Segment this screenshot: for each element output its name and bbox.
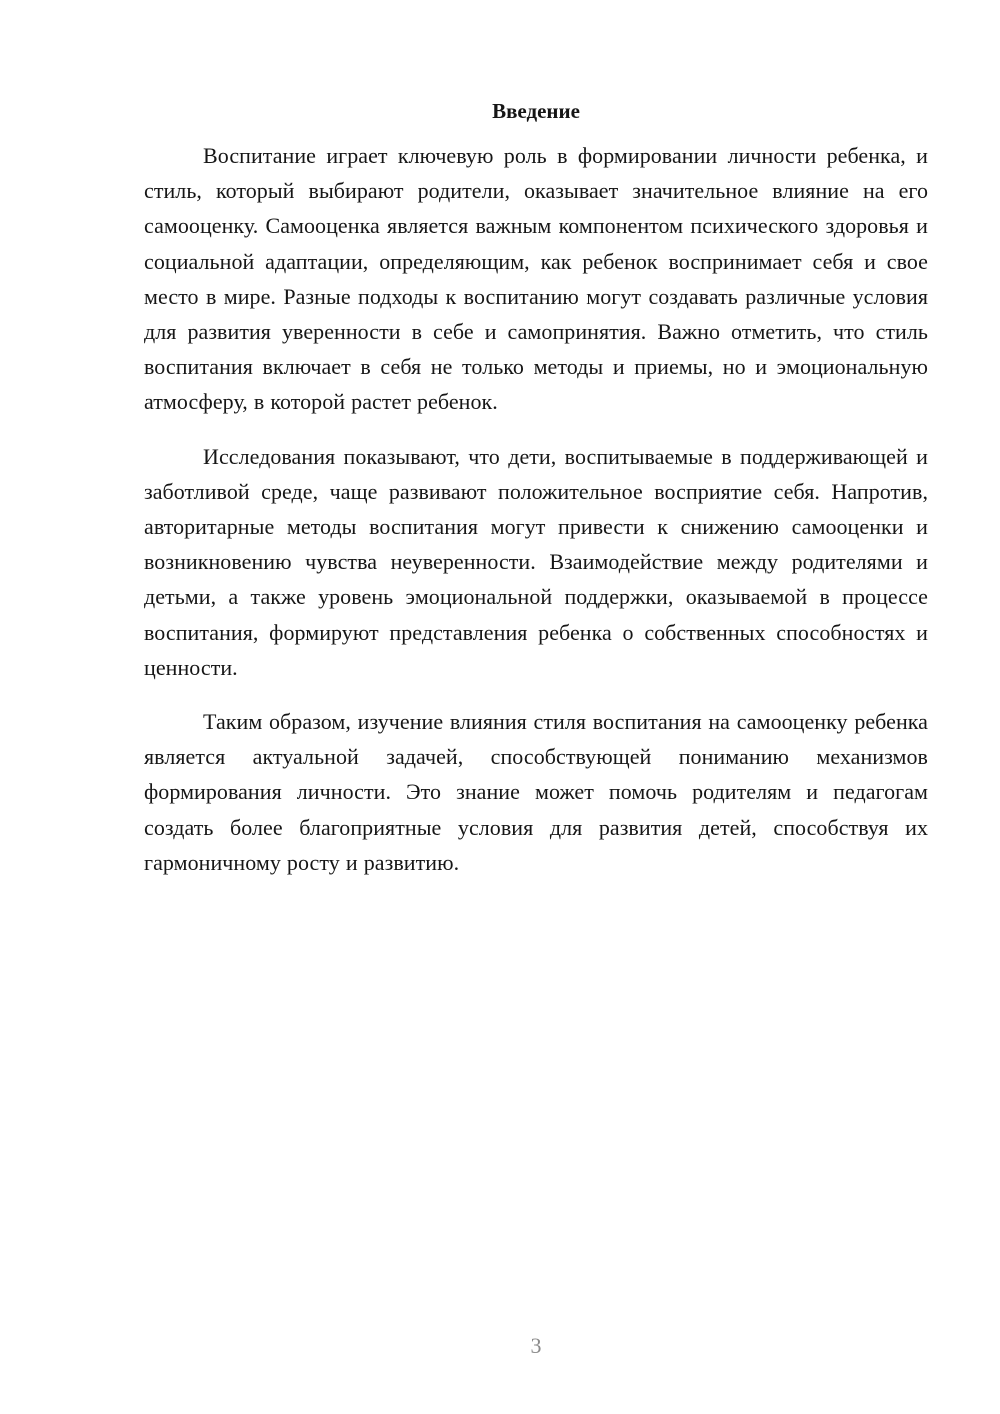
page-content xyxy=(144,96,928,880)
paragraph-2: Исследования показывают, что дети, воспитываемые в поддерживающей и заботливой среде, чаще развивают положительное восприятие себя. Напротив, авторитарные методы воспитания могут привести к снижению самооценки и возникновению чувства неуверенности. Взаимодействие между родителями и детьми, а также уровень эмоциональной поддержки, оказываемой в процессе воспитания, формируют представления ребенка о собственных способностях и ценности. xyxy=(144,443,928,680)
paragraph-1: Воспитание играет ключевую роль в формировании личности ребенка, и стиль, который выбирают родители, оказывает значительное влияние на его самооценку. Самооценка является важным компонентом психического здоровья и социальной адаптации, определяющим, как ребенок воспринимает себя и свое место в мире. Разные подходы к воспитанию могут создавать различные условия для развития уверенности в себе и самопринятия. Важно отметить, что стиль воспитания включает в себя не только методы и приемы, но и эмоциональную атмосферу, в которой растет ребенок. xyxy=(144,143,928,415)
page-number: 3 xyxy=(530,1333,542,1358)
section-title: Введение xyxy=(492,99,580,123)
paragraph-3: Таким образом, изучение влияния стиля воспитания на самооценку ребенка является актуальной задачей, способствующей пониманию механизмов формирования личности. Это знание может помочь родителям и педагогам создать более благоприятные условия для развития детей, способствуя их гармоничному росту и развитию. xyxy=(144,709,928,875)
